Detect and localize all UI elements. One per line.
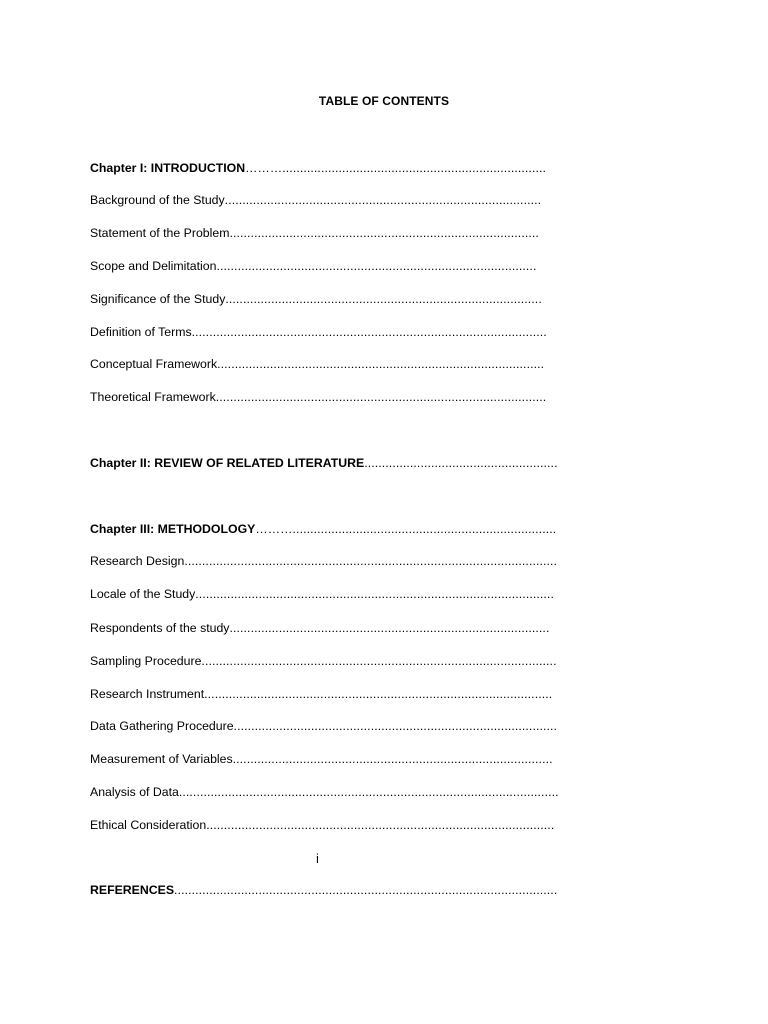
toc-entry-label: Ethical Consideration bbox=[90, 818, 207, 832]
toc-entry-theoretical-framework bbox=[90, 389, 546, 405]
toc-entry-label: Locale of the Study bbox=[90, 587, 196, 601]
page-title: TABLE OF CONTENTS bbox=[318, 94, 450, 108]
toc-dot-leader: ............................................................................................ bbox=[233, 719, 558, 733]
toc-entry-conceptual-framework bbox=[90, 356, 544, 372]
toc-dot-leader: ............................................................................................................. bbox=[174, 883, 558, 897]
toc-entry-label: Chapter III: METHODOLOGY bbox=[90, 522, 256, 536]
toc-dot-leader: ................................................................................................... bbox=[204, 687, 553, 701]
toc-entry-background-of-the-study bbox=[90, 192, 541, 208]
toc-entry-statement-of-the-problem bbox=[90, 225, 539, 241]
toc-entry-label: Scope and Delimitation bbox=[90, 259, 217, 273]
toc-entry-label: Analysis of Data bbox=[90, 785, 179, 799]
toc-entry-ethical-consideration bbox=[90, 817, 554, 833]
toc-entry-significance-of-the-study bbox=[90, 291, 542, 307]
toc-entry-chapter-3 bbox=[90, 521, 556, 537]
toc-entry-label: Statement of the Problem bbox=[90, 226, 230, 240]
toc-entry-locale-of-the-study bbox=[90, 586, 554, 602]
toc-entry-label: Significance of the Study bbox=[90, 292, 226, 306]
toc-entry-data-gathering-procedure bbox=[90, 718, 557, 734]
toc-dot-leader: ........................................................................................... bbox=[232, 752, 553, 766]
toc-entry-label: Background of the Study bbox=[90, 193, 225, 207]
toc-entry-chapter-2 bbox=[90, 455, 558, 471]
toc-dot-leader: .......................................................................................... bbox=[225, 292, 542, 306]
toc-dot-leader: .......................................................................................................... bbox=[184, 554, 558, 568]
toc-entry-label: Research Design bbox=[90, 554, 185, 568]
toc-dot-leader: ........................................................................................... bbox=[216, 259, 537, 273]
toc-entry-label: Respondents of the study bbox=[90, 621, 230, 635]
toc-dot-leader: ........................................................................................... bbox=[229, 621, 550, 635]
toc-dot-leader: ..................................................................................................... bbox=[191, 325, 547, 339]
toc-entry-definition-of-terms bbox=[90, 324, 547, 340]
toc-dot-leader: ...................................................................................................... bbox=[195, 587, 554, 601]
toc-entry-label: Chapter I: INTRODUCTION bbox=[90, 161, 246, 175]
page-number: i bbox=[316, 851, 319, 866]
toc-entry-research-design bbox=[90, 553, 557, 569]
toc-dot-leader: ..................................................................................................... bbox=[201, 654, 557, 668]
toc-entry-respondents-of-the-study bbox=[90, 620, 549, 636]
toc-dot-leader: ....................................................... bbox=[364, 456, 558, 470]
toc-entry-sampling-procedure bbox=[90, 653, 557, 669]
toc-dot-leader: ............................................................................................................ bbox=[178, 785, 559, 799]
toc-entry-analysis-of-data bbox=[90, 784, 559, 800]
toc-entry-label: Theoretical Framework bbox=[90, 390, 216, 404]
toc-entry-chapter-1 bbox=[90, 160, 546, 176]
toc-entry-label: Measurement of Variables bbox=[90, 752, 233, 766]
toc-entry-measurement-of-variables bbox=[90, 751, 553, 767]
toc-entry-label: Conceptual Framework bbox=[90, 357, 218, 371]
toc-entry-label: Sampling Procedure bbox=[90, 654, 202, 668]
toc-entry-research-instrument bbox=[90, 686, 552, 702]
toc-entry-label: Definition of Terms bbox=[90, 325, 192, 339]
toc-dot-leader: ............................................................................................. bbox=[217, 357, 545, 371]
toc-dot-leader: ………........................................................................... bbox=[245, 161, 547, 175]
toc-dot-leader: ................................................................................................... bbox=[206, 818, 555, 832]
toc-entry-label: Research Instrument bbox=[90, 687, 205, 701]
toc-entry-scope-and-delimitation bbox=[90, 258, 536, 274]
toc-dot-leader: .............................................................................................. bbox=[215, 390, 547, 404]
toc-entry-references bbox=[90, 882, 557, 898]
toc-dot-leader: ........................................................................................ bbox=[229, 226, 539, 240]
toc-entry-label: REFERENCES bbox=[90, 883, 175, 897]
toc-dot-leader: ………........................................................................... bbox=[255, 522, 557, 536]
toc-dot-leader: .......................................................................................... bbox=[224, 193, 542, 207]
toc-entry-label: Chapter II: REVIEW OF RELATED LITERATURE bbox=[90, 456, 365, 470]
toc-entry-label: Data Gathering Procedure bbox=[90, 719, 234, 733]
